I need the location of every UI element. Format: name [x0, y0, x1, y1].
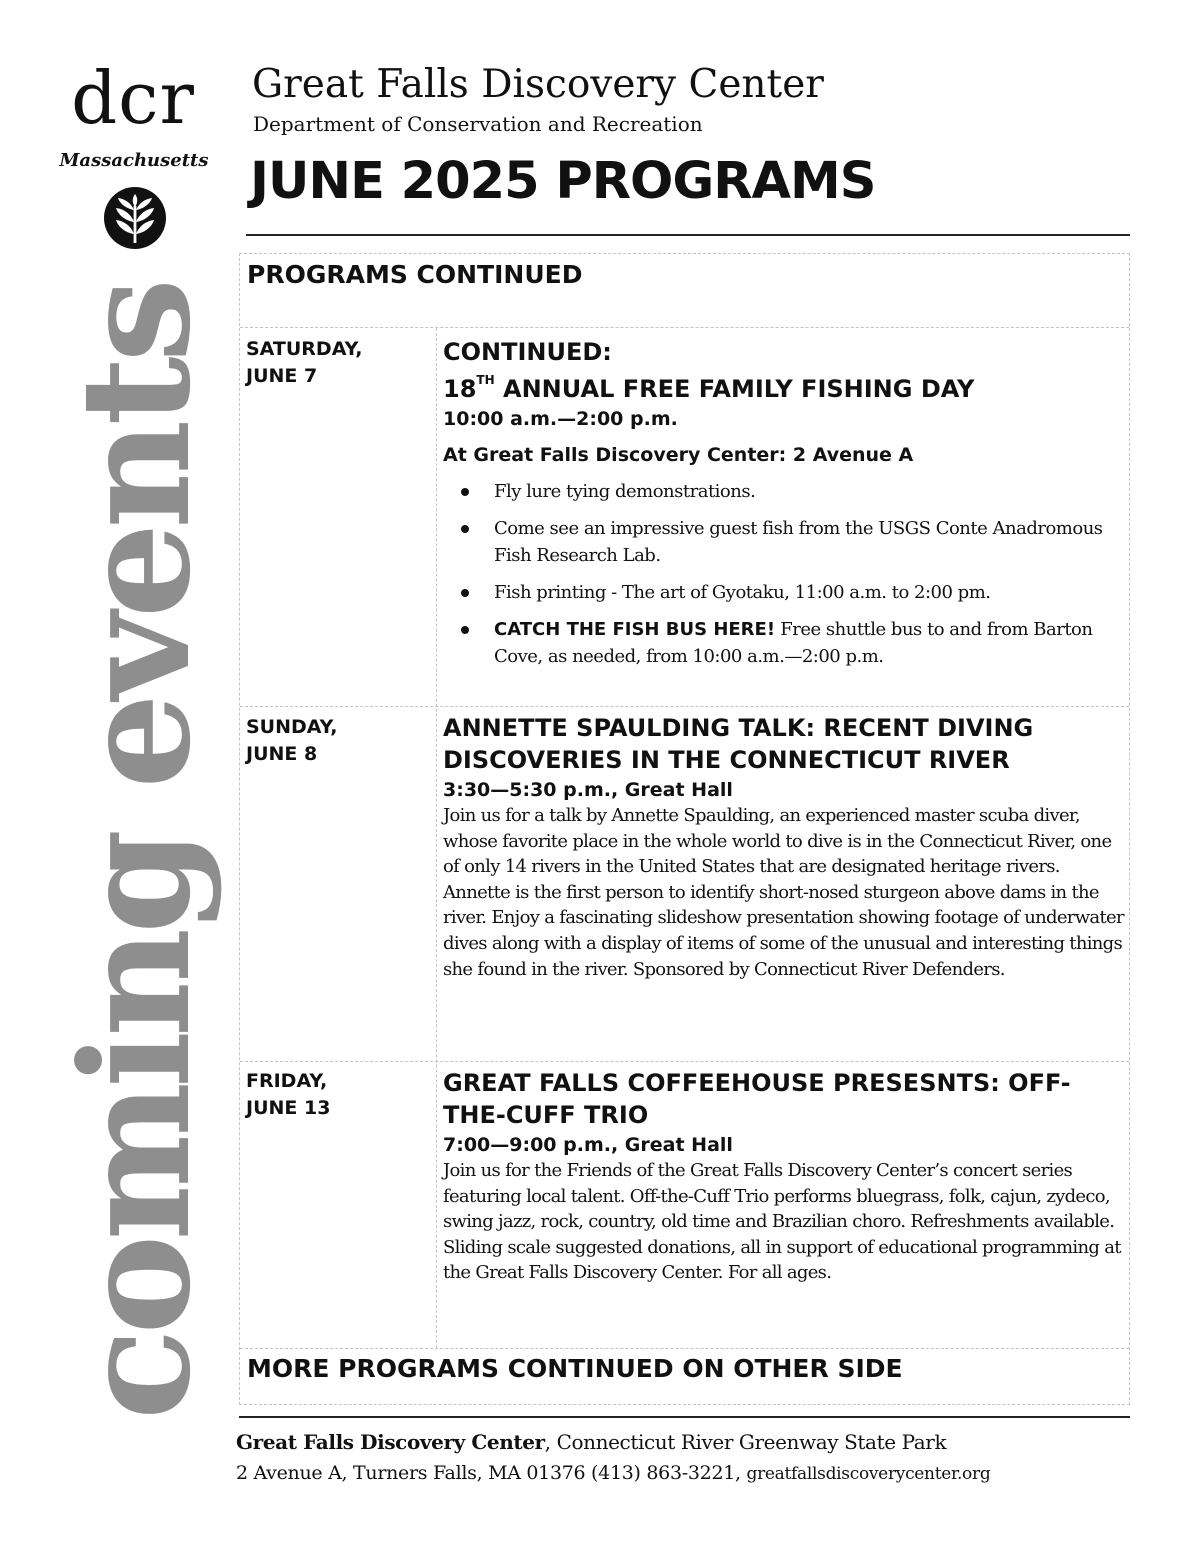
- event-title-continued: CONTINUED:: [443, 338, 612, 366]
- event-title-text: ANNUAL FREE FAMILY FISHING DAY: [494, 375, 975, 403]
- bullet-icon: [461, 488, 469, 496]
- event-date-text: JUNE 8: [246, 743, 318, 765]
- event-activity-list: [443, 478, 1128, 670]
- row-divider: [240, 1061, 1129, 1062]
- fish-bus-callout: CATCH THE FISH BUS HERE!: [494, 619, 776, 640]
- list-item-text: Fish printing - The art of Gyotaku, 11:00 a.m. to 2:00 pm.: [494, 582, 991, 603]
- logo-state-name: Massachusetts: [59, 150, 209, 171]
- page-title: JUNE 2025 PROGRAMS: [250, 152, 876, 211]
- event-time: 10:00 a.m.—2:00 p.m.: [443, 408, 678, 430]
- footer-address: 2 Avenue A, Turners Falls, MA 01376 (413) 863-3221,: [236, 1462, 747, 1484]
- list-item: [443, 616, 1128, 670]
- event-title: ANNETTE SPAULDING TALK: RECENT DIVING DISCOVERIES IN THE CONNECTICUT RIVER: [443, 714, 1034, 774]
- coming-events-sidebar: coming events: [48, 283, 224, 1421]
- event-date-text: JUNE 13: [246, 1097, 331, 1119]
- event-description: Join us for a talk by Annette Spaulding, an experienced master scuba diver, whose favorite place in the whole world to dive is in the Connecticut River, one of only 14 rivers in the United States that are designated heritage rivers. Annette is the first person to identify short-nosed sturgeon above dams in the river. Enjoy a fascinating slideshow presentation showing footage of underwater dives along with a display of items of some of the unusual and interesting things she found in the river. Sponsored by Connecticut River Defenders.: [443, 805, 1124, 980]
- event-title: GREAT FALLS COFFEEHOUSE PRESESNTS: OFF-THE-CUFF TRIO: [443, 1069, 1071, 1129]
- event-date-text: JUNE 7: [246, 365, 318, 387]
- fish-bus-details: Free shuttle bus to and from Barton Cove, as needed, from 10:00 a.m.—2:00 p.m.: [494, 619, 1093, 667]
- footer-org-name: Great Falls Discovery Center: [236, 1430, 545, 1454]
- event-location: At Great Falls Discovery Center: 2 Avenue A: [443, 444, 914, 466]
- bullet-icon: [461, 589, 469, 597]
- event-time: 3:30—5:30 p.m., Great Hall: [443, 779, 733, 801]
- list-item: [443, 515, 1128, 569]
- event-diving-talk: [443, 712, 1128, 982]
- event-day: SUNDAY,: [246, 716, 338, 738]
- leaf-seal-icon: [103, 186, 167, 250]
- footer-park: , Connecticut River Greenway State Park: [544, 1430, 947, 1454]
- dcr-logo: dcr: [71, 56, 195, 140]
- list-item: [443, 478, 1128, 505]
- footer-contact-line: [236, 1462, 990, 1484]
- more-programs-note: MORE PROGRAMS CONTINUED ON OTHER SIDE: [247, 1354, 903, 1383]
- event-title-number: 18: [443, 375, 477, 403]
- footer-website-link[interactable]: greatfallsdiscoverycenter.org: [746, 1464, 991, 1484]
- event-day: FRIDAY,: [246, 1070, 328, 1092]
- footer-divider: [239, 1416, 1130, 1418]
- row-divider: [240, 706, 1129, 707]
- event-time: 7:00—9:00 p.m., Great Hall: [443, 1134, 733, 1156]
- header-divider: [246, 234, 1130, 236]
- column-divider: [436, 328, 437, 1348]
- section-heading: PROGRAMS CONTINUED: [247, 260, 583, 289]
- row-divider: [240, 1348, 1129, 1349]
- event-title: [443, 368, 1128, 405]
- department-name: Department of Conservation and Recreation: [253, 112, 703, 136]
- event-date: [246, 336, 426, 390]
- event-date: [246, 714, 426, 768]
- org-name: Great Falls Discovery Center: [252, 62, 824, 107]
- row-divider: [240, 327, 1129, 328]
- list-item-text: Fly lure tying demonstrations.: [494, 481, 756, 502]
- event-fishing-day: [443, 336, 1128, 680]
- footer-org-line: [236, 1430, 946, 1454]
- event-day: SATURDAY,: [246, 338, 363, 360]
- list-item-text: Come see an impressive guest fish from the USGS Conte Anadromous Fish Research Lab.: [494, 518, 1103, 566]
- event-coffeehouse: [443, 1067, 1128, 1286]
- bullet-icon: [461, 525, 469, 533]
- event-date: [246, 1068, 426, 1122]
- bullet-icon: [461, 626, 469, 634]
- event-title-ordinal: TH: [476, 373, 495, 387]
- event-description: Join us for the Friends of the Great Falls Discovery Center’s concert series featuring local talent. Off-the-Cuff Trio performs bluegrass, folk, cajun, zydeco, swing jazz, rock, country, old time and Brazilian choro. Refreshments available. Sliding scale suggested donations, all in support of educational programming at the Great Falls Discovery Center. For all ages.: [443, 1160, 1121, 1284]
- list-item: [443, 579, 1128, 606]
